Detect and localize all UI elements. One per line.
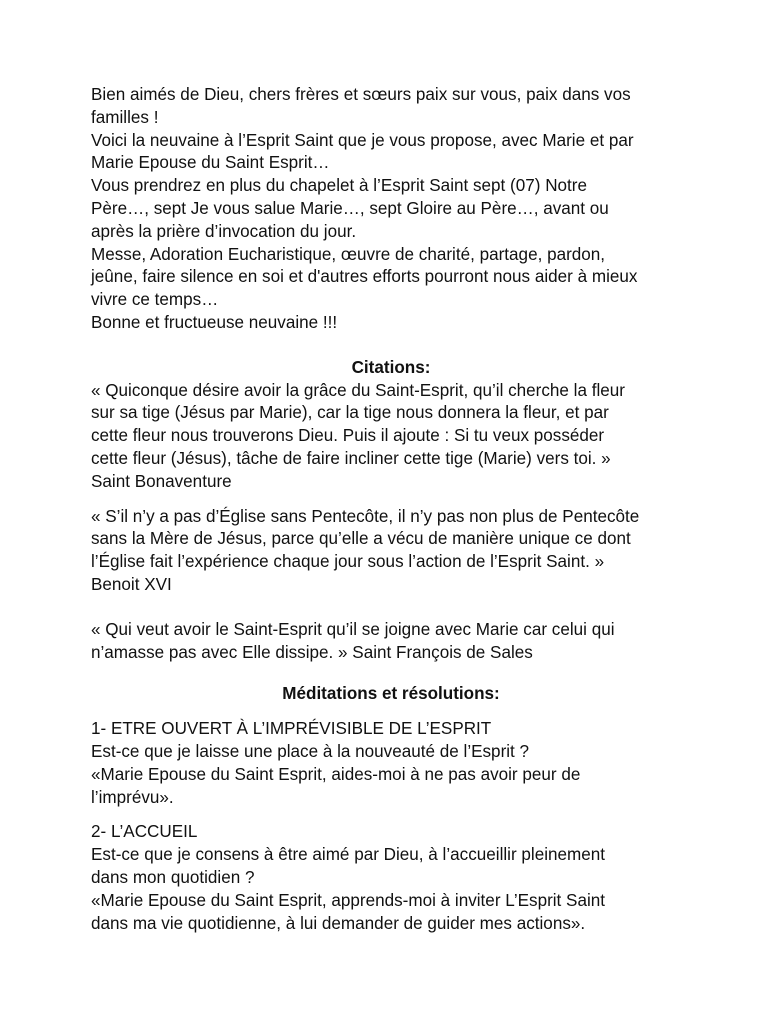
citations-heading: Citations: [351, 357, 431, 377]
meditation-title: 1- ETRE OUVERT À L’IMPRÉVISIBLE DE L’ESPRIT [91, 719, 492, 739]
meditation-item [91, 718, 691, 809]
meditation-prayer: dans ma vie quotidienne, à lui demander de guider mes actions». [91, 913, 586, 933]
meditation-prayer: «Marie Epouse du Saint Esprit, aides-moi à ne pas avoir peur de [91, 764, 581, 784]
meditations-heading: Méditations et résolutions: [282, 684, 500, 704]
quote-line: sans la Mère de Jésus, parce qu’elle a vécu de manière unique ce dont [91, 529, 631, 549]
citation-quote [91, 619, 691, 665]
citation-quote [91, 380, 691, 494]
intro-line: Messe, Adoration Eucharistique, œuvre de charité, partage, pardon, [91, 244, 606, 264]
quote-line: cette fleur (Jésus), tâche de faire incliner cette tige (Marie) vers toi. » [91, 448, 611, 468]
document-page [91, 84, 691, 935]
quote-author: Saint Bonaventure [91, 471, 232, 491]
intro-line: vivre ce temps… [91, 290, 219, 310]
meditation-question: Est-ce que je consens à être aimé par Dieu, à l’accueillir pleinement [91, 845, 606, 865]
quote-line: « Qui veut avoir le Saint-Esprit qu’il se joigne avec Marie car celui qui [91, 619, 615, 639]
meditation-prayer: l’imprévu». [91, 787, 174, 807]
meditation-item [91, 821, 691, 935]
meditation-question: Est-ce que je laisse une place à la nouveauté de l’Esprit ? [91, 741, 530, 761]
intro-line: Bonne et fructueuse neuvaine !!! [91, 312, 338, 332]
quote-line: sur sa tige (Jésus par Marie), car la tige nous donnera la fleur, et par [91, 403, 609, 423]
intro-paragraph [91, 84, 691, 335]
intro-line: jeûne, faire silence en soi et d'autres efforts pourront nous aider à mieux [91, 267, 638, 287]
intro-line: Voici la neuvaine à l’Esprit Saint que je vous propose, avec Marie et par [91, 130, 634, 150]
intro-line: après la prière d’invocation du jour. [91, 221, 357, 241]
quote-line: « Quiconque désire avoir la grâce du Saint-Esprit, qu’il cherche la fleur [91, 380, 625, 400]
meditation-question: dans mon quotidien ? [91, 867, 255, 887]
intro-line: Marie Epouse du Saint Esprit… [91, 153, 330, 173]
quote-line: n’amasse pas avec Elle dissipe. » Saint François de Sales [91, 642, 533, 662]
intro-line: familles ! [91, 107, 159, 127]
quote-line: « S’il n’y a pas d’Église sans Pentecôte, il n’y pas non plus de Pentecôte [91, 506, 640, 526]
intro-line: Père…, sept Je vous salue Marie…, sept Gloire au Père…, avant ou [91, 198, 609, 218]
meditation-title: 2- L’ACCUEIL [91, 822, 198, 842]
meditation-prayer: «Marie Epouse du Saint Esprit, apprends-moi à inviter L’Esprit Saint [91, 890, 606, 910]
quote-author: Benoit XVI [91, 574, 172, 594]
intro-line: Vous prendrez en plus du chapelet à l’Esprit Saint sept (07) Notre [91, 176, 588, 196]
quote-line: l’Église fait l’expérience chaque jour sous l’action de l’Esprit Saint. » [91, 552, 605, 572]
citation-quote [91, 506, 691, 597]
intro-line: Bien aimés de Dieu, chers frères et sœurs paix sur vous, paix dans vos [91, 85, 631, 104]
quote-line: cette fleur nous trouverons Dieu. Puis il ajoute : Si tu veux posséder [91, 426, 605, 446]
